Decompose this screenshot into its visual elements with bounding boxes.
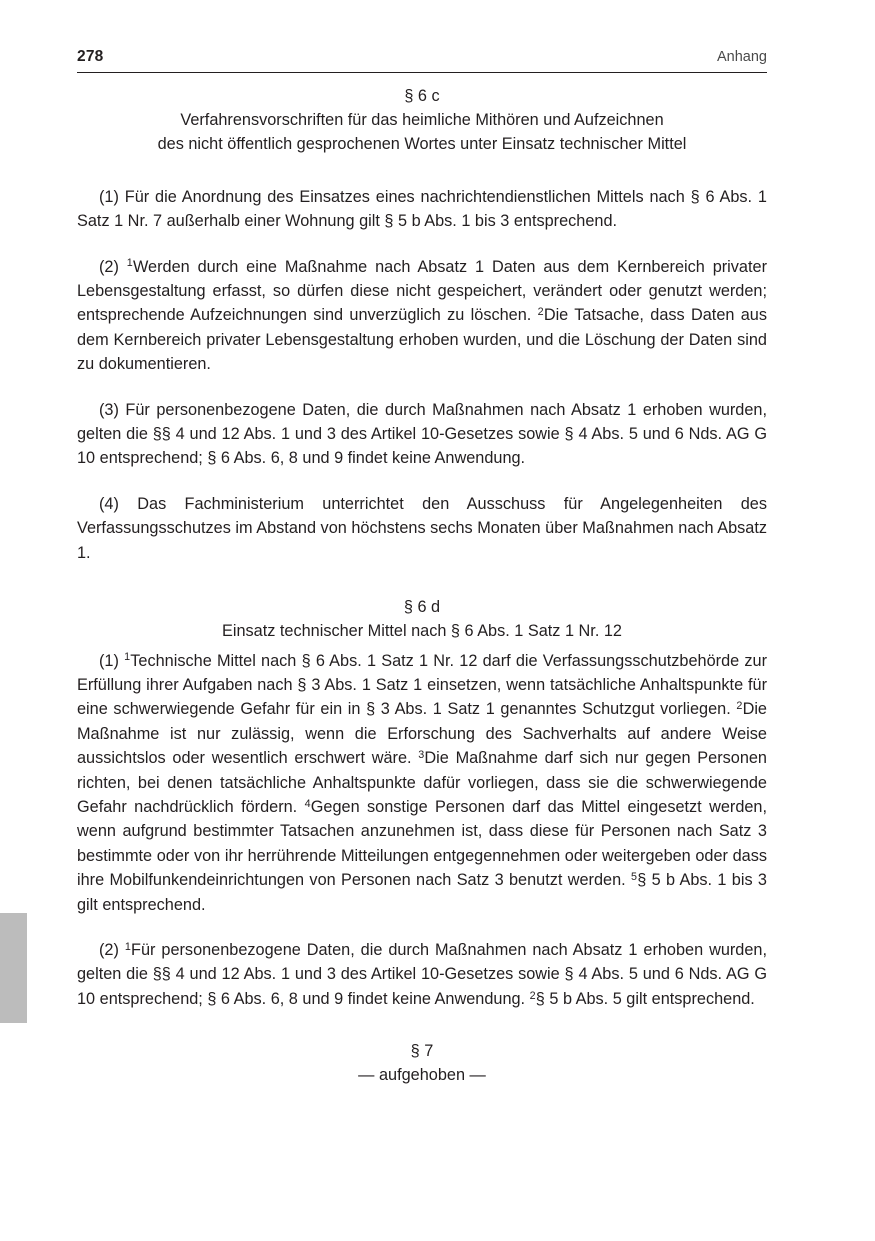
paragraph-marker: (4) [99, 494, 119, 513]
sentence-text: § 5 b Abs. 5 gilt entsprechend. [535, 989, 755, 1008]
sentence-text: Die Maßnahme darf sich nur gegen Personen richten, bei denen tatsächliche Anhaltspunkte dafür vorliegen, dass sie die schwerwiegende Gefahr nachdrücklich fördern. [77, 749, 767, 816]
sentence-text: Technische Mittel nach § 6 Abs. 1 Satz 1 Nr. 12 darf die Verfassungsschutzbehörde zur Erfüllung ihrer Aufgaben nach § 3 Abs. 1 Satz 1 einsetzen, wenn tatsächliche Anhaltspunkte für eine schwerwiegende Gefahr für ein in § 3 Abs. 1 Satz 1 genanntes Schutzgut vorliegen. [77, 651, 768, 719]
sentence-number: 2 [537, 306, 544, 319]
section-title-6c-line1: Verfahrensvorschriften für das heimliche Mithören und Aufzeichnen [180, 111, 664, 129]
paragraph-marker: (3) [99, 400, 119, 419]
running-title: Anhang [717, 49, 767, 65]
sentence-text: Die Maßnahme ist nur zulässig, wenn die Erforschung des Sachverhalts auf andere Weise aussichtslos oder wesentlich erschwert wäre. [77, 700, 767, 768]
sentence-number: 2 [529, 989, 536, 1002]
page-content [77, 84, 767, 1088]
section-number-6c: § 6 c [404, 87, 440, 105]
sentence-number: 1 [124, 651, 131, 664]
paragraph-marker: (1) [99, 187, 119, 206]
sentence-number: 1 [124, 940, 131, 953]
section-title-6d-line1: Einsatz technischer Mittel nach § 6 Abs. 1 Satz 1 Nr. 12 [221, 622, 622, 641]
paragraph-6c-2 [77, 255, 767, 377]
paragraph-6d-2 [77, 938, 767, 1011]
sentence-text: Für personenbezogene Daten, die durch Maßnahmen nach Absatz 1 erhoben wurden, gelten die §§ 4 und 12 Abs. 1 und 3 des Artikel 10-Gesetzes sowie § 4 Abs. 5 und 6 Nds. AG G 10 entsprechend; § 6 Abs. 6, 8 und 9 findet keine Anwendung. [77, 940, 767, 1008]
paragraph-text: Für personenbezogene Daten, die durch Maßnahmen nach Absatz 1 erhoben wurden, gelten die §§ 4 und 12 Abs. 1 und 3 des Artikel 10-Gesetzes sowie § 4 Abs. 5 und 6 Nds. AG G 10 entsprechend; § 6 Abs. 6, 8 und 9 findet keine Anwendung. [77, 400, 767, 468]
paragraph-marker: (1) [99, 651, 119, 670]
section-number-7: § 7 [410, 1042, 434, 1061]
paragraph-6c-3 [77, 398, 767, 471]
sentence-number: 1 [126, 257, 133, 270]
thumb-index-tab [0, 913, 27, 1023]
section-title-7-line1: — aufgehoben — [358, 1066, 486, 1085]
sentence-number: 2 [736, 700, 743, 713]
paragraph-text: Für die Anordnung des Einsatzes eines nachrichtendienstlichen Mittels nach § 6 Abs. 1 Satz 1 Nr. 7 außerhalb einer Wohnung gilt § 5 b Abs. 1 bis 3 entsprechend. [77, 187, 767, 231]
sentence-number: 5 [631, 871, 637, 883]
paragraph-text: Das Fachministerium unterrichtet den Ausschuss für Angelegenheiten des Verfassungsschutzes im Abstand von höchstens sechs Monaten über Maßnahmen nach Absatz 1. [77, 494, 767, 562]
sentence-number: 4 [304, 797, 311, 810]
sentence-number: 3 [418, 748, 425, 761]
paragraph-6c-4 [77, 492, 767, 565]
sentence-text: Gegen sonstige Personen darf das Mittel eingesetzt werden, wenn aufgrund bestimmter Tatsachen anzunehmen ist, dass diese für Personen nach Satz 3 bestimmte oder von ihr herrührende Mitteilungen entgegennehmen oder weitergeben oder dass ihre Mobilfunkendeinrichtungen von Personen nach Satz 3 benutzt werden. [77, 797, 768, 890]
paragraph-marker: (2) [99, 257, 119, 276]
paragraph-marker: (2) [99, 940, 119, 959]
section-title-6c-line2: des nicht öffentlich gesprochenen Wortes unter Einsatz technischer Mittel [157, 135, 687, 154]
sentence-text: Werden durch eine Maßnahme nach Absatz 1 Daten aus dem Kernbereich privater Lebensgestaltung erfasst, so dürfen diese nicht gespeichert, verändert oder genutzt werden; entsprechende Aufzeichnungen sind unverzüglich zu löschen. [77, 257, 767, 325]
page-header [77, 48, 767, 73]
paragraph-6d-1 [77, 649, 767, 917]
paragraph-6c-1 [77, 185, 767, 234]
sentence-text: Die Tatsache, dass Daten aus dem Kernbereich privater Lebensgestaltung erhoben wurden, und die Löschung der Daten sind zu dokumentieren. [77, 306, 767, 374]
section-number-6d: § 6 d [403, 598, 441, 617]
page-number: 278 [77, 48, 104, 65]
sentence-text: § 5 b Abs. 1 bis 3 gilt entsprechend. [77, 871, 767, 914]
